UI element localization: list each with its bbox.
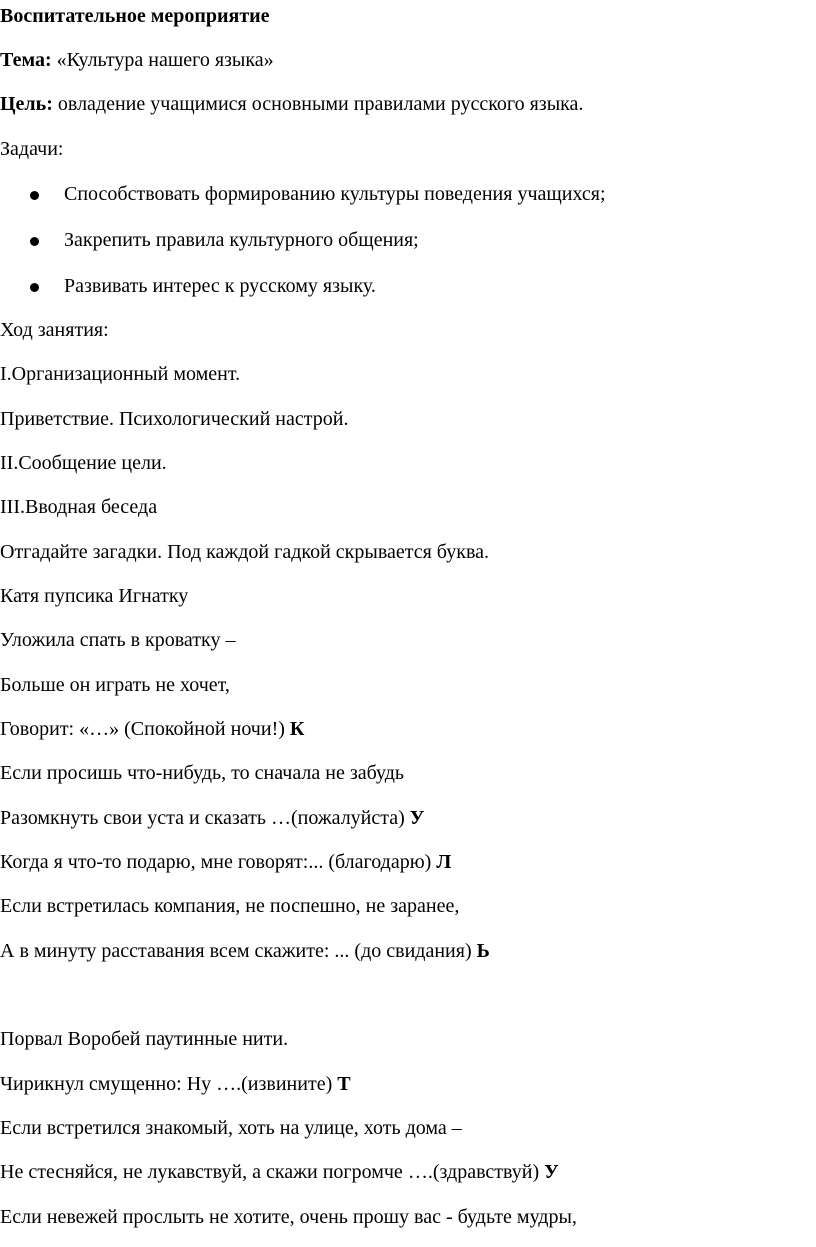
answer-letter: У <box>409 807 425 829</box>
text-line <box>0 806 424 830</box>
line-text: Отгадайте загадки. Под каждой гадкой скрывается буква. <box>0 541 489 563</box>
line-text: Больше он играть не хочет, <box>0 674 230 696</box>
bullet-icon <box>30 237 39 246</box>
line-text: Чирикнул смущенно: Ну ….(извините) <box>0 1073 338 1095</box>
text-line <box>0 717 304 741</box>
line-text: Если встретилась компания, не поспешно, не заранее, <box>0 895 460 917</box>
text-line <box>0 850 451 874</box>
text-line <box>0 1072 351 1096</box>
document-title <box>0 4 270 28</box>
text-line <box>0 894 459 918</box>
text-line <box>0 1205 577 1229</box>
answer-letter: К <box>289 718 305 740</box>
line-text: Не стесняйся, не лукавствуй, а скажи погромче ….(здравствуй) <box>0 1161 545 1183</box>
theme-line <box>0 48 274 72</box>
task-text: Закрепить правила культурного общения; <box>64 229 419 251</box>
text-line <box>0 318 109 342</box>
text-line <box>0 1160 559 1184</box>
text-line <box>0 540 489 564</box>
answer-letter: Т <box>337 1073 351 1095</box>
theme-value: «Культура нашего языка» <box>51 49 274 71</box>
line-text: Если просишь что-нибудь, то сначала не забудь <box>0 762 405 784</box>
line-text: Если невежей прослыть не хотите, очень прошу вас - будьте мудры, <box>0 1206 577 1228</box>
goal-value: овладение учащимися основными правилами русского языка. <box>52 93 584 115</box>
tasks-heading-text: Задачи: <box>0 138 64 160</box>
answer-letter: Л <box>436 851 452 873</box>
line-text: Порвал Воробей паутинные нити. <box>0 1028 289 1050</box>
text-line <box>0 1027 288 1051</box>
text-line <box>0 451 167 475</box>
text-line <box>0 407 348 431</box>
answer-letter: Ь <box>476 940 490 962</box>
task-text: Развивать интерес к русскому языку. <box>64 275 376 297</box>
title-text: Воспитательное мероприятие <box>0 5 270 27</box>
text-line <box>0 761 404 785</box>
line-text: I.Организационный момент. <box>0 363 241 385</box>
theme-label: Тема: <box>0 49 52 71</box>
line-text: II.Сообщение цели. <box>0 452 167 474</box>
text-line <box>0 939 490 963</box>
line-text: Говорит: «…» (Спокойной ночи!) <box>0 718 290 740</box>
line-text: А в минуту расставания всем скажите: ... (до свидания) <box>0 940 477 962</box>
answer-letter: У <box>544 1161 559 1183</box>
goal-line <box>0 92 583 116</box>
text-line <box>0 673 230 697</box>
line-text: III.Вводная беседа <box>0 496 158 518</box>
tasks-heading <box>0 137 63 161</box>
text-line <box>0 495 157 519</box>
line-text: Катя пупсика Игнатку <box>0 585 189 607</box>
text-line <box>0 584 188 608</box>
line-text: Ход занятия: <box>0 319 109 341</box>
text-line <box>0 1116 462 1140</box>
text-line <box>0 362 240 386</box>
bullet-icon <box>30 283 39 292</box>
text-line <box>0 628 235 652</box>
line-text: Если встретился знакомый, хоть на улице, хоть дома – <box>0 1117 462 1139</box>
line-text: Когда я что-то подарю, мне говорят:... (благодарю) <box>0 851 437 873</box>
line-text: Разомкнуть свои уста и сказать …(пожалуйста) <box>0 807 410 829</box>
line-text: Уложила спать в кроватку – <box>0 629 236 651</box>
task-text: Способствовать формированию культуры поведения учащихся; <box>64 183 606 205</box>
line-text: Приветствие. Психологический настрой. <box>0 408 349 430</box>
goal-label: Цель: <box>0 93 53 115</box>
bullet-icon <box>30 191 39 200</box>
